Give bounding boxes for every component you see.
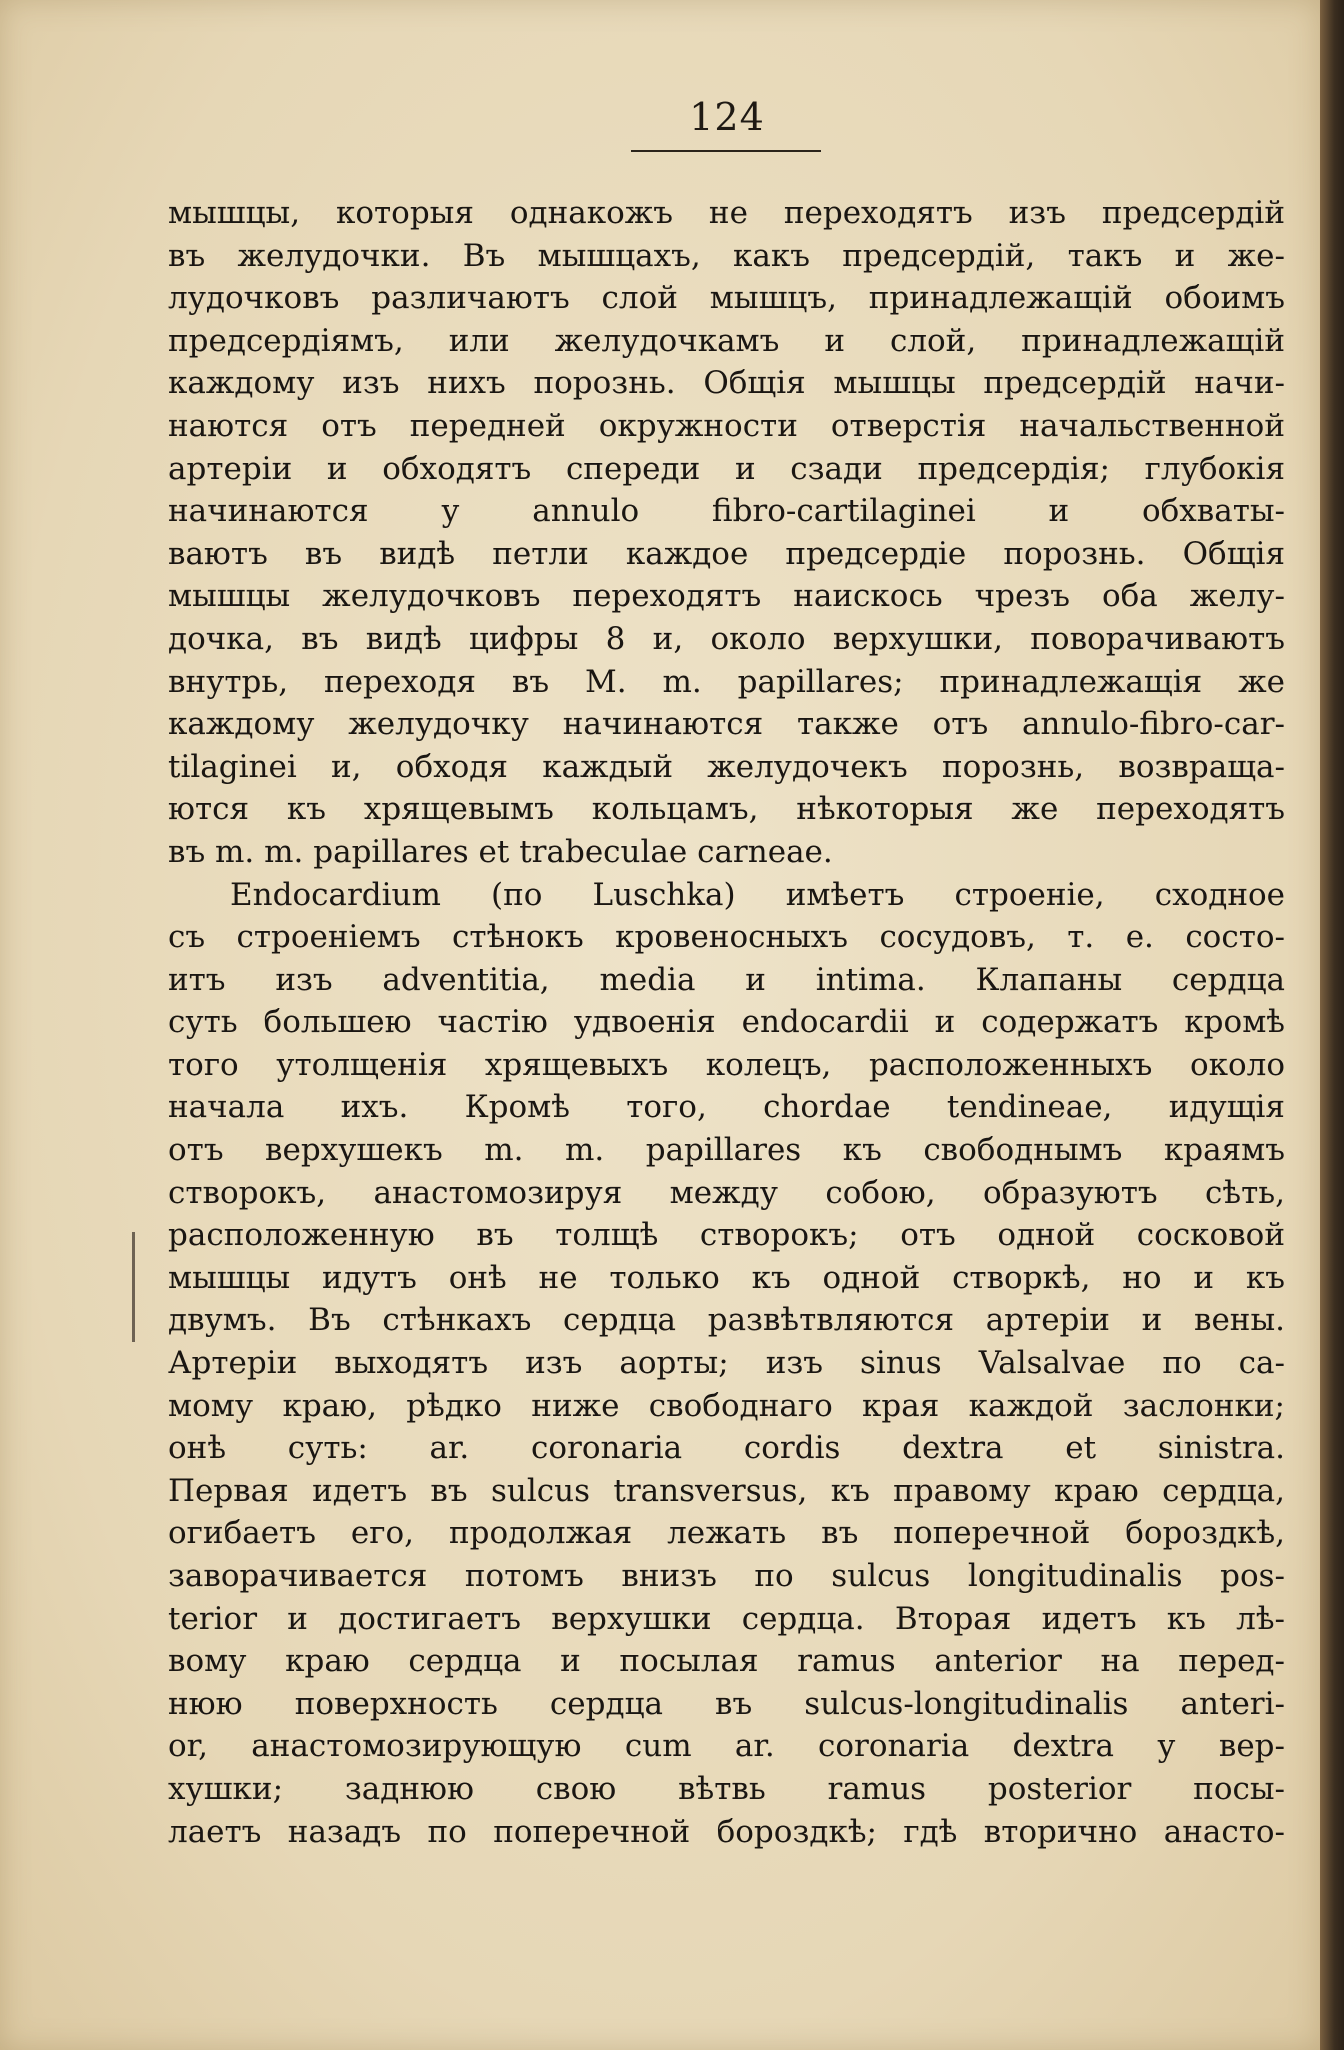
text-line: хушки; заднюю свою вѣтвь ramus posterior посы-	[168, 1770, 1285, 1807]
text-line: ваютъ въ видѣ петли каждое предсердіе порознь. Общія	[168, 535, 1285, 572]
text-line: мышцы идутъ онѣ не только къ одной створкѣ, но и къ	[168, 1259, 1285, 1296]
text-line: отъ верхушекъ m. m. papillares къ свободнымъ краямъ	[168, 1132, 1285, 1169]
text-line: мышцы желудочковъ переходятъ наискось чрезъ оба желу-	[168, 578, 1285, 615]
text-line: Артеріи выходятъ изъ аорты; изъ sinus Valsalvae по са-	[168, 1345, 1285, 1382]
text-line: расположенную въ толщѣ створокъ; отъ одной сосковой	[168, 1217, 1285, 1254]
page-number: 124	[689, 95, 765, 139]
text-line: вому краю сердца и посылая ramus anterior на перед-	[168, 1643, 1285, 1680]
header-rule	[631, 150, 821, 152]
text-line: мышцы, которыя однакожъ не переходятъ изъ предсердій	[168, 195, 1285, 231]
text-line: въ m. m. papillares et trabeculae carneae.	[168, 833, 833, 870]
text-line: заворачивается потомъ внизъ по sulcus longitudinalis pos-	[168, 1558, 1285, 1594]
text-line: ются къ хрящевымъ кольцамъ, нѣкоторыя же переходятъ	[168, 791, 1285, 828]
text-line: начинаются у annulo fibro-cartilaginei и обхваты-	[168, 493, 1285, 530]
text-line: Endocardium (по Luschka) имѣетъ строеніе, сходное	[230, 876, 1285, 913]
margin-pencil-mark	[132, 1232, 138, 1342]
text-line: внутрь, переходя въ M. m. papillares; принадлежащія же	[168, 663, 1285, 700]
text-line: tilaginei и, обходя каждый желудочекъ порознь, возвраща-	[168, 748, 1285, 785]
text-line: артеріи и обходятъ спереди и сзади предсердія; глубокія	[168, 450, 1285, 487]
text-line: terior и достигаетъ верхушки сердца. Вторая идетъ къ лѣ-	[168, 1600, 1285, 1637]
text-line: каждому изъ нихъ порознь. Общія мышцы предсердій начи-	[168, 365, 1285, 402]
text-line: онѣ суть: ar. coronaria cordis dextra et sinistra.	[168, 1430, 1285, 1467]
text-line: суть большею частію удвоенія endocardii и содержатъ кромѣ	[168, 1004, 1285, 1041]
text-line: or, анастомозирующую cum ar. coronaria dextra у вер-	[168, 1728, 1285, 1765]
text-line: того утолщенія хрящевыхъ колецъ, расположенныхъ около	[168, 1046, 1285, 1083]
text-line: съ строеніемъ стѣнокъ кровеносныхъ сосудовъ, т. е. состо-	[168, 919, 1285, 956]
text-line: Первая идетъ въ sulcus transversus, къ правому краю сердца,	[168, 1472, 1285, 1509]
text-line: огибаетъ его, продолжая лежать въ поперечной бороздкѣ,	[168, 1515, 1285, 1552]
text-line: въ желудочки. Въ мышцахъ, какъ предсердій, такъ и же-	[168, 237, 1285, 274]
text-line: лудочковъ различаютъ слой мышцъ, принадлежащій обоимъ	[168, 280, 1285, 317]
text-line: дочка, въ видѣ цифры 8 и, около верхушки, поворачиваютъ	[168, 620, 1285, 657]
text-line: мому краю, рѣдко ниже свободнаго края каждой заслонки;	[168, 1387, 1285, 1424]
text-line: створокъ, анастомозируя между собою, образуютъ сѣть,	[168, 1174, 1285, 1211]
text-line: предсердіямъ, или желудочкамъ и слой, принадлежащій	[168, 322, 1285, 359]
body-text	[168, 192, 1285, 1853]
text-line: наются отъ передней окружности отверстія начальственной	[168, 407, 1285, 444]
page-edge	[1320, 0, 1344, 2050]
text-line: нюю поверхность сердца въ sulcus-longitudinalis anteri-	[168, 1685, 1285, 1722]
text-line: итъ изъ adventitia, media и intima. Клапаны сердца	[168, 961, 1285, 998]
text-line: лаетъ назадъ по поперечной бороздкѣ; гдѣ вторично анасто-	[168, 1813, 1285, 1850]
text-line: двумъ. Въ стѣнкахъ сердца развѣтвляются артеріи и вены.	[168, 1302, 1285, 1339]
text-line: начала ихъ. Кромѣ того, chordae tendineae, идущія	[168, 1089, 1285, 1126]
text-line: каждому желудочку начинаются также отъ annulo-fibro-car-	[168, 706, 1285, 743]
